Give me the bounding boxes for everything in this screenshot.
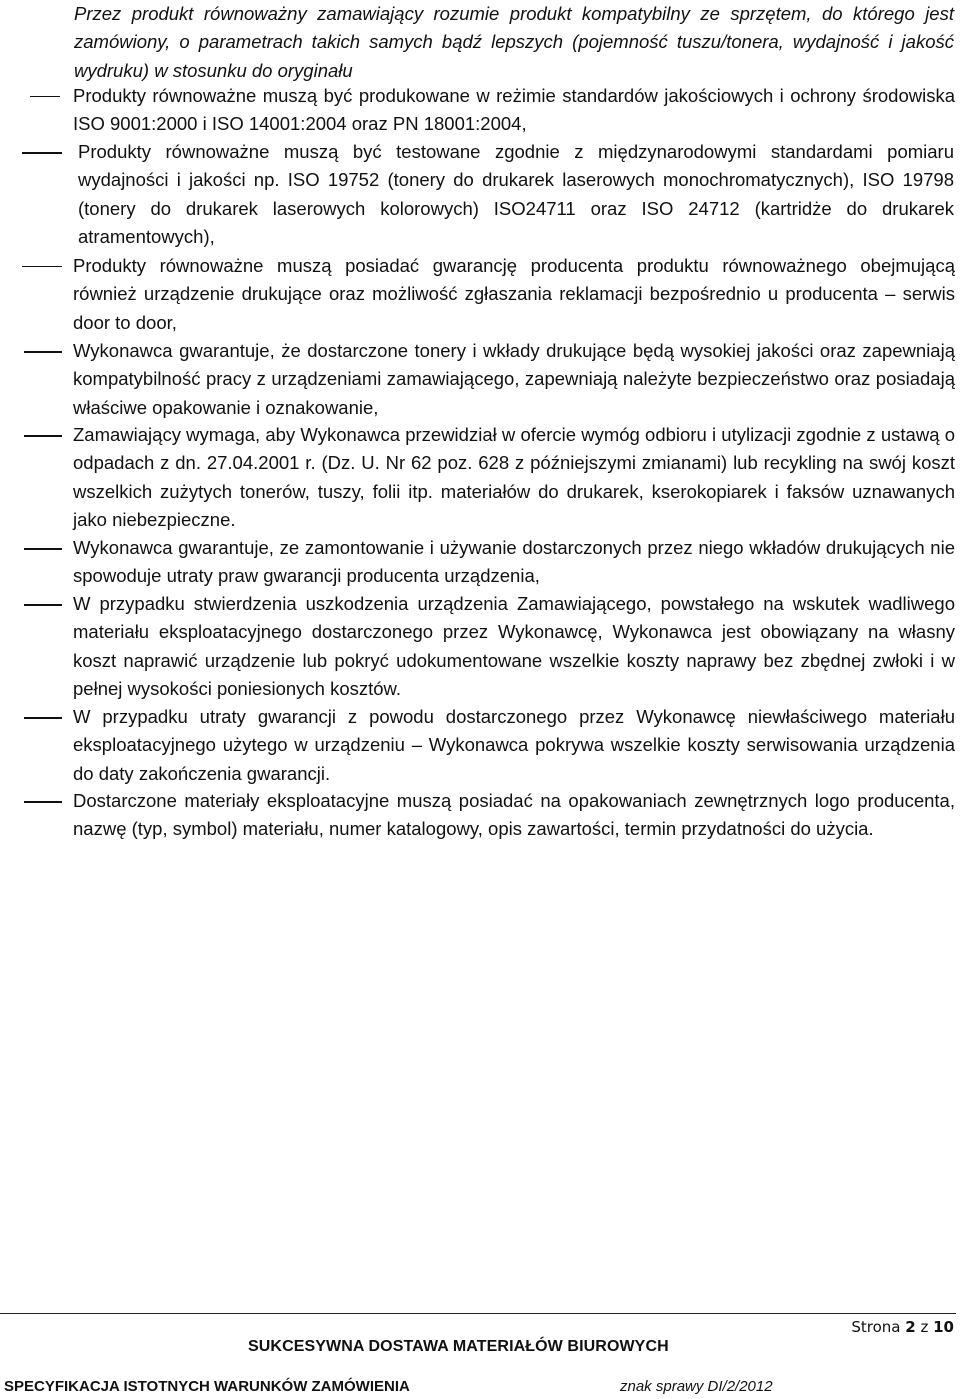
dash-bullet — [24, 435, 62, 437]
dash-bullet — [24, 604, 62, 606]
dash-bullet — [24, 801, 62, 803]
footer-spec: SPECYFIKACJA ISTOTNYCH WARUNKÓW ZAMÓWIENIA — [4, 1378, 410, 1395]
dash-bullet — [22, 152, 62, 154]
list-item-text: Dostarczone materiały eksploatacyjne muszą posiadać na opakowaniach zewnętrznych logo producenta, nazwę (typ, symbol) materiału, numer katalogowy, opis zawartości, termin przydatności do użycia. — [73, 790, 955, 840]
intro-paragraph: Przez produkt równoważny zamawiający rozumie produkt kompatybilny ze sprzętem, do którego jest zamówiony, o parametrach takich samych bądź lepszych (pojemność tuszu/tonera, wydajność i jakość wydruku) w stosunku do oryginału — [74, 3, 954, 81]
list-item-text: Wykonawca gwarantuje, ze zamontowanie i używanie dostarczonych przez niego wkładów drukujących nie spowoduje utraty praw gwarancji producenta urządzenia, — [73, 537, 955, 587]
dash-bullet — [24, 548, 62, 550]
dash-bullet — [24, 351, 62, 353]
page-total: 10 — [933, 1318, 954, 1336]
page-current: 2 — [905, 1318, 916, 1336]
footer-divider — [0, 1313, 956, 1314]
list-item-text: Produkty równoważne muszą być produkowane w reżimie standardów jakościowych i ochrony środowiska ISO 9001:2000 i ISO 14001:2004 oraz PN 18001:2004, — [73, 85, 955, 135]
footer-case-number: znak sprawy DI/2/2012 — [620, 1378, 773, 1395]
list-item-text: Produkty równoważne muszą być testowane zgodnie z międzynarodowymi standardami pomiaru wydajności i jakości np. ISO 19752 (tonery do drukarek laserowych monochromatycznych), ISO 19798 (tonery do drukarek laserowych kolorowych) ISO24711 oraz ISO 24712 (kartridże do drukarek atramentowych), — [78, 141, 954, 247]
page-number — [851, 1318, 954, 1336]
list-item-text: Produkty równoważne muszą posiadać gwarancję producenta produktu równoważnego obejmującą również urządzenie drukujące oraz możliwość zgłaszania reklamacji bezpośrednio u producenta – serwis door to door, — [73, 255, 955, 333]
dash-bullet — [22, 266, 62, 267]
page-of: z — [920, 1318, 929, 1336]
dash-bullet — [30, 96, 60, 97]
list-item-text: Zamawiający wymaga, aby Wykonawca przewidział w ofercie wymóg odbioru i utylizacji zgodnie z ustawą o odpadach z dn. 27.04.2001 r. (Dz. U. Nr 62 poz. 628 z późniejszymi zmianami) lub recykling na swój koszt wszelkich zużytych tonerów, tuszy, folii itp. materiałów do drukarek, kserokopiarek i faksów uznawanych jako niebezpieczne. — [73, 424, 955, 530]
list-item-text: Wykonawca gwarantuje, że dostarczone tonery i wkłady drukujące będą wysokiej jakości oraz zapewniają kompatybilność pracy z urządzeniami zamawiającego, zapewniają należyte bezpieczeństwo oraz posiadają właściwe opakowanie i oznakowanie, — [73, 340, 955, 418]
list-item-text: W przypadku stwierdzenia uszkodzenia urządzenia Zamawiającego, powstałego na wskutek wadliwego materiału eksploatacyjnego dostarczonego przez Wykonawcę, Wykonawca jest obowiązany na własny koszt naprawić urządzenie lub pokryć udokumentowane wszelkie koszty naprawy bez zbędnej zwłoki i w pełnej wysokości poniesionych kosztów. — [73, 593, 955, 699]
list-item-text: W przypadku utraty gwarancji z powodu dostarczonego przez Wykonawcę niewłaściwego materiału eksploatacyjnego użytego w urządzeniu – Wykonawca pokrywa wszelkie koszty serwisowania urządzenia do daty zakończenia gwarancji. — [73, 706, 955, 784]
page-label: Strona — [851, 1318, 901, 1336]
dash-bullet — [24, 717, 62, 719]
footer-title: SUKCESYWNA DOSTAWA MATERIAŁÓW BIUROWYCH — [248, 1338, 669, 1355]
